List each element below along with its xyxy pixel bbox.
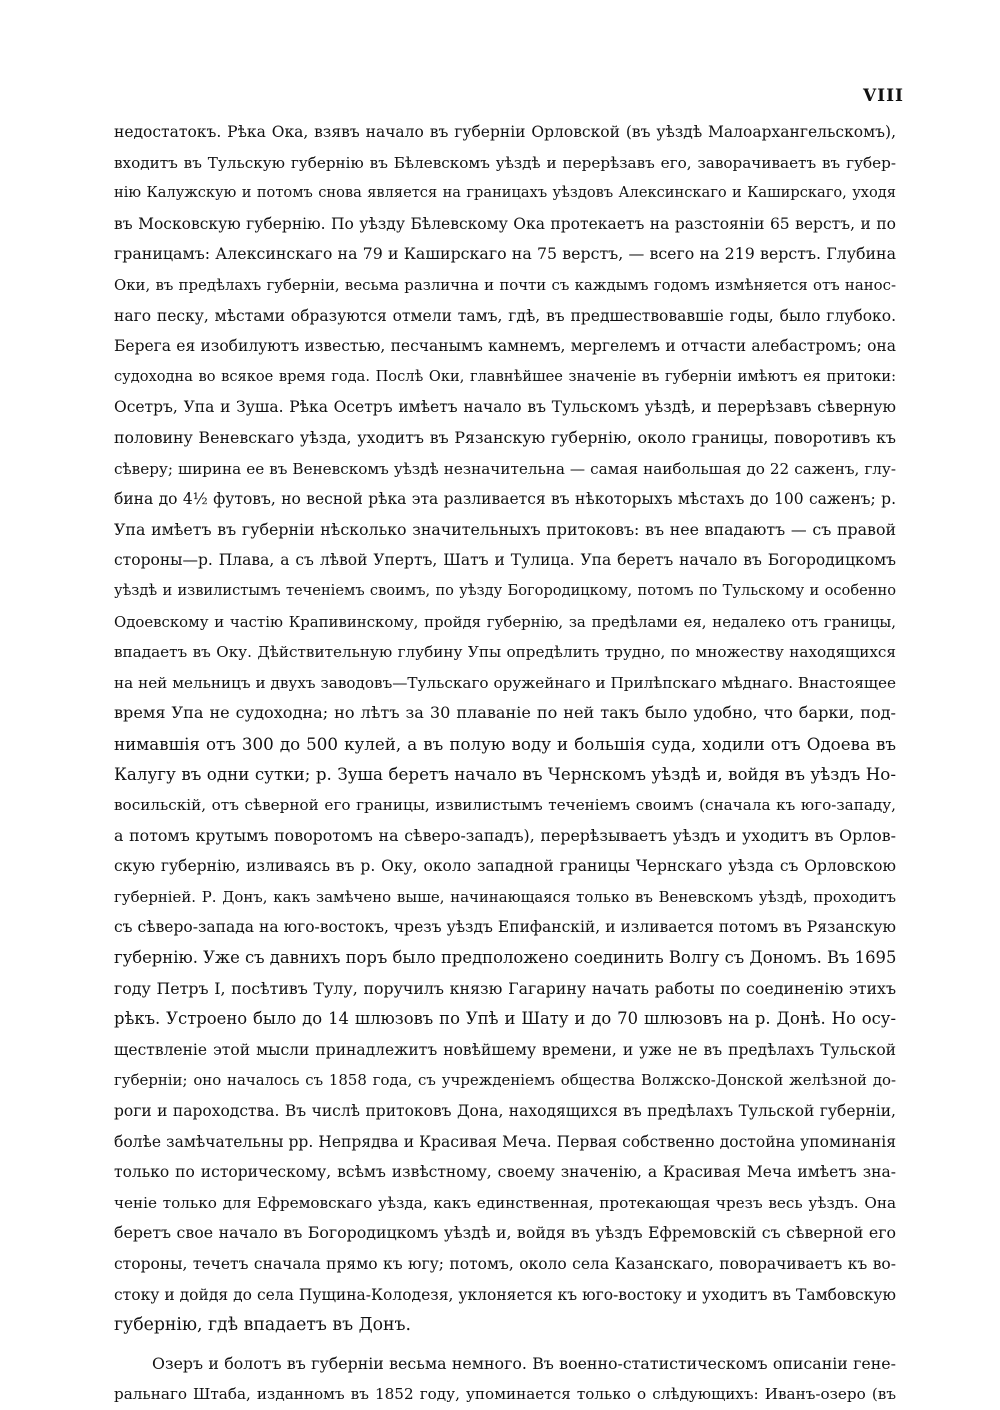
text-line: Калугу въ одни сутки; р. Зуша беретъ начало въ Чернскомъ уѣздѣ и, войдя въ уѣздъ Но- <box>114 764 896 785</box>
text-line: бина до 4½ футовъ, но весной рѣка эта разливается въ нѣкоторыхъ мѣстахъ до 100 саженъ; р. <box>114 490 896 509</box>
body-text <box>114 117 896 1410</box>
text-line: году Петръ I, посѣтивъ Тулу, поручилъ князю Гагарину начать работы по соединенію этихъ <box>114 978 896 998</box>
text-line: скую губернію, изливаясь въ р. Оку, около западной границы Чернскаго уѣзда съ Орловскою <box>114 857 896 876</box>
text-line: губернію. Уже съ давнихъ поръ было предположено соединить Волгу съ Дономъ. Въ 1695 <box>114 948 896 968</box>
text-line: нію Калужскую и потомъ снова является на границахъ уѣздовъ Алексинскаго и Каширскаго, уходя <box>114 184 896 202</box>
text-line: стороны—р. Плава, а съ лѣвой Упертъ, Шатъ и Тулица. Упа беретъ начало въ Богородицкомъ <box>114 551 896 570</box>
text-line: Упа имѣетъ въ губерніи нѣсколько значительныхъ притоковъ: въ нее впадаютъ — съ правой <box>114 519 896 539</box>
text-line: входитъ въ Тульскую губернію въ Бѣлевскомъ уѣздѣ и перерѣзавъ его, заворачиваетъ въ губер- <box>114 153 896 172</box>
text-line: беретъ свое начало въ Богородицкомъ уѣздѣ и, войдя въ уѣздъ Ефремовскій съ сѣверной его <box>114 1223 896 1243</box>
text-line: болѣе замѣчательны рр. Непрядва и Красивая Меча. Первая собственно достойна упоминанія <box>114 1132 896 1151</box>
text-line: время Упа не судоходна; но лѣтъ за 30 плаваніе по ней такъ было удобно, что барки, под- <box>114 703 896 723</box>
text-line: стороны, течетъ сначала прямо къ югу; потомъ, около села Казанскаго, поворачиваетъ къ во- <box>114 1254 896 1273</box>
text-line: рѣкъ. Устроено было до 14 шлюзовъ по Упѣ и Шату и до 70 шлюзовъ на р. Донѣ. Но осу- <box>114 1009 896 1029</box>
text-line: губерніи; оно началось съ 1858 года, съ учрежденіемъ общества Волжско-Донской желѣзной до- <box>114 1071 896 1090</box>
text-line: восильскій, отъ сѣверной его границы, извилистымъ теченіемъ своимъ (сначала къ юго-западу, <box>114 796 896 815</box>
text-line: роги и пароходства. Въ числѣ притоковъ Дона, находящихся въ предѣлахъ Тульской губерніи, <box>114 1102 896 1120</box>
paragraph-gap <box>114 1341 896 1349</box>
text-line: Озеръ и болотъ въ губерніи весьма немного. Въ военно-статистическомъ описаніи гене- <box>152 1353 896 1373</box>
text-line: Одоевскому и частію Крапивинскому, пройдя губернію, за предѣлами ея, недалеко отъ границы, <box>114 612 896 631</box>
text-line: Оки, въ предѣлахъ губерніи, весьма различна и почти съ каждымъ годомъ измѣняется отъ нанос- <box>114 275 896 294</box>
text-line: наго песку, мѣстами образуются отмели тамъ, гдѣ, въ предшествовавшіе годы, было глубоко. <box>114 306 896 325</box>
text-line: съ сѣверо-запада на юго-востокъ, чрезъ уѣздъ Епифанскій, и изливается потомъ въ Рязанскую <box>114 918 896 937</box>
text-line: недостатокъ. Рѣка Ока, взявъ начало въ губерніи Орловской (въ уѣздѣ Малоархангельскомъ), <box>114 123 896 141</box>
text-line: на ней мельницъ и двухъ заводовъ—Тульскаго оружейнаго и Прилѣпскаго мѣднаго. Внастоящее <box>114 673 896 692</box>
text-line: только по историческому, всѣмъ извѣстному, своему значенію, а Красивая Меча имѣетъ зна- <box>114 1163 896 1182</box>
text-line: впадаетъ въ Оку. Дѣйствительную глубину Упы опредѣлить трудно, по множеству находящихся <box>114 643 896 662</box>
text-line: сѣверу; ширина ее въ Веневскомъ уѣздѣ незначительна — самая наибольшая до 22 саженъ, глу- <box>114 459 896 478</box>
text-line: границамъ: Алексинскаго на 79 и Каширскаго на 75 верстъ, — всего на 219 верстъ. Глубина <box>114 244 896 264</box>
text-line: половину Веневскаго уѣзда, уходитъ въ Рязанскую губернію, около границы, поворотивъ къ <box>114 427 896 447</box>
text-line: губернію, гдѣ впадаетъ въ Донъ. <box>114 1315 412 1336</box>
page-number: VIII <box>862 86 904 106</box>
text-line: ществленіе этой мысли принадлежитъ новѣйшему времени, и уже не въ предѣлахъ Тульской <box>114 1040 896 1059</box>
text-line: въ Московскую губернію. По уѣзду Бѣлевскому Ока протекаетъ на разстояніи 65 верстъ, и по <box>114 214 896 233</box>
text-line: ральнаго Штаба, изданномъ въ 1852 году, упоминается только о слѣдующихъ: Иванъ-озеро (въ <box>114 1385 896 1404</box>
text-line: ченіе только для Ефремовскаго уѣзда, какъ единственная, протекающая чрезъ весь уѣздъ. Она <box>114 1193 896 1212</box>
text-line: а потомъ крутымъ поворотомъ на сѣверо-западъ), перерѣзываетъ уѣздъ и уходитъ въ Орлов- <box>114 825 896 845</box>
text-line: судоходна во всякое время года. Послѣ Оки, главнѣйшее значеніе въ губерніи имѣютъ ея притоки: <box>114 367 896 385</box>
text-line: стоку и дойдя до села Пущина-Колодезя, уклоняется къ юго-востоку и уходитъ въ Тамбовскую <box>114 1285 896 1304</box>
text-line: Берега ея изобилуютъ известью, песчанымъ камнемъ, мергелемъ и отчасти алебастромъ; она <box>114 337 896 356</box>
text-line: уѣздѣ и извилистымъ теченіемъ своимъ, по уѣзду Богородицкому, потомъ по Тульскому и особенно <box>114 581 896 599</box>
text-line: Осетръ, Упа и Зуша. Рѣка Осетръ имѣетъ начало въ Тульскомъ уѣздѣ, и перерѣзавъ сѣверную <box>114 398 896 417</box>
text-line: нимавшія отъ 300 до 500 кулей, а въ полую воду и большія суда, ходили отъ Одоева въ <box>114 733 896 754</box>
text-line: губерніей. Р. Донъ, какъ замѣчено выше, начинающаяся только въ Веневскомъ уѣздѣ, проходитъ <box>114 887 896 906</box>
